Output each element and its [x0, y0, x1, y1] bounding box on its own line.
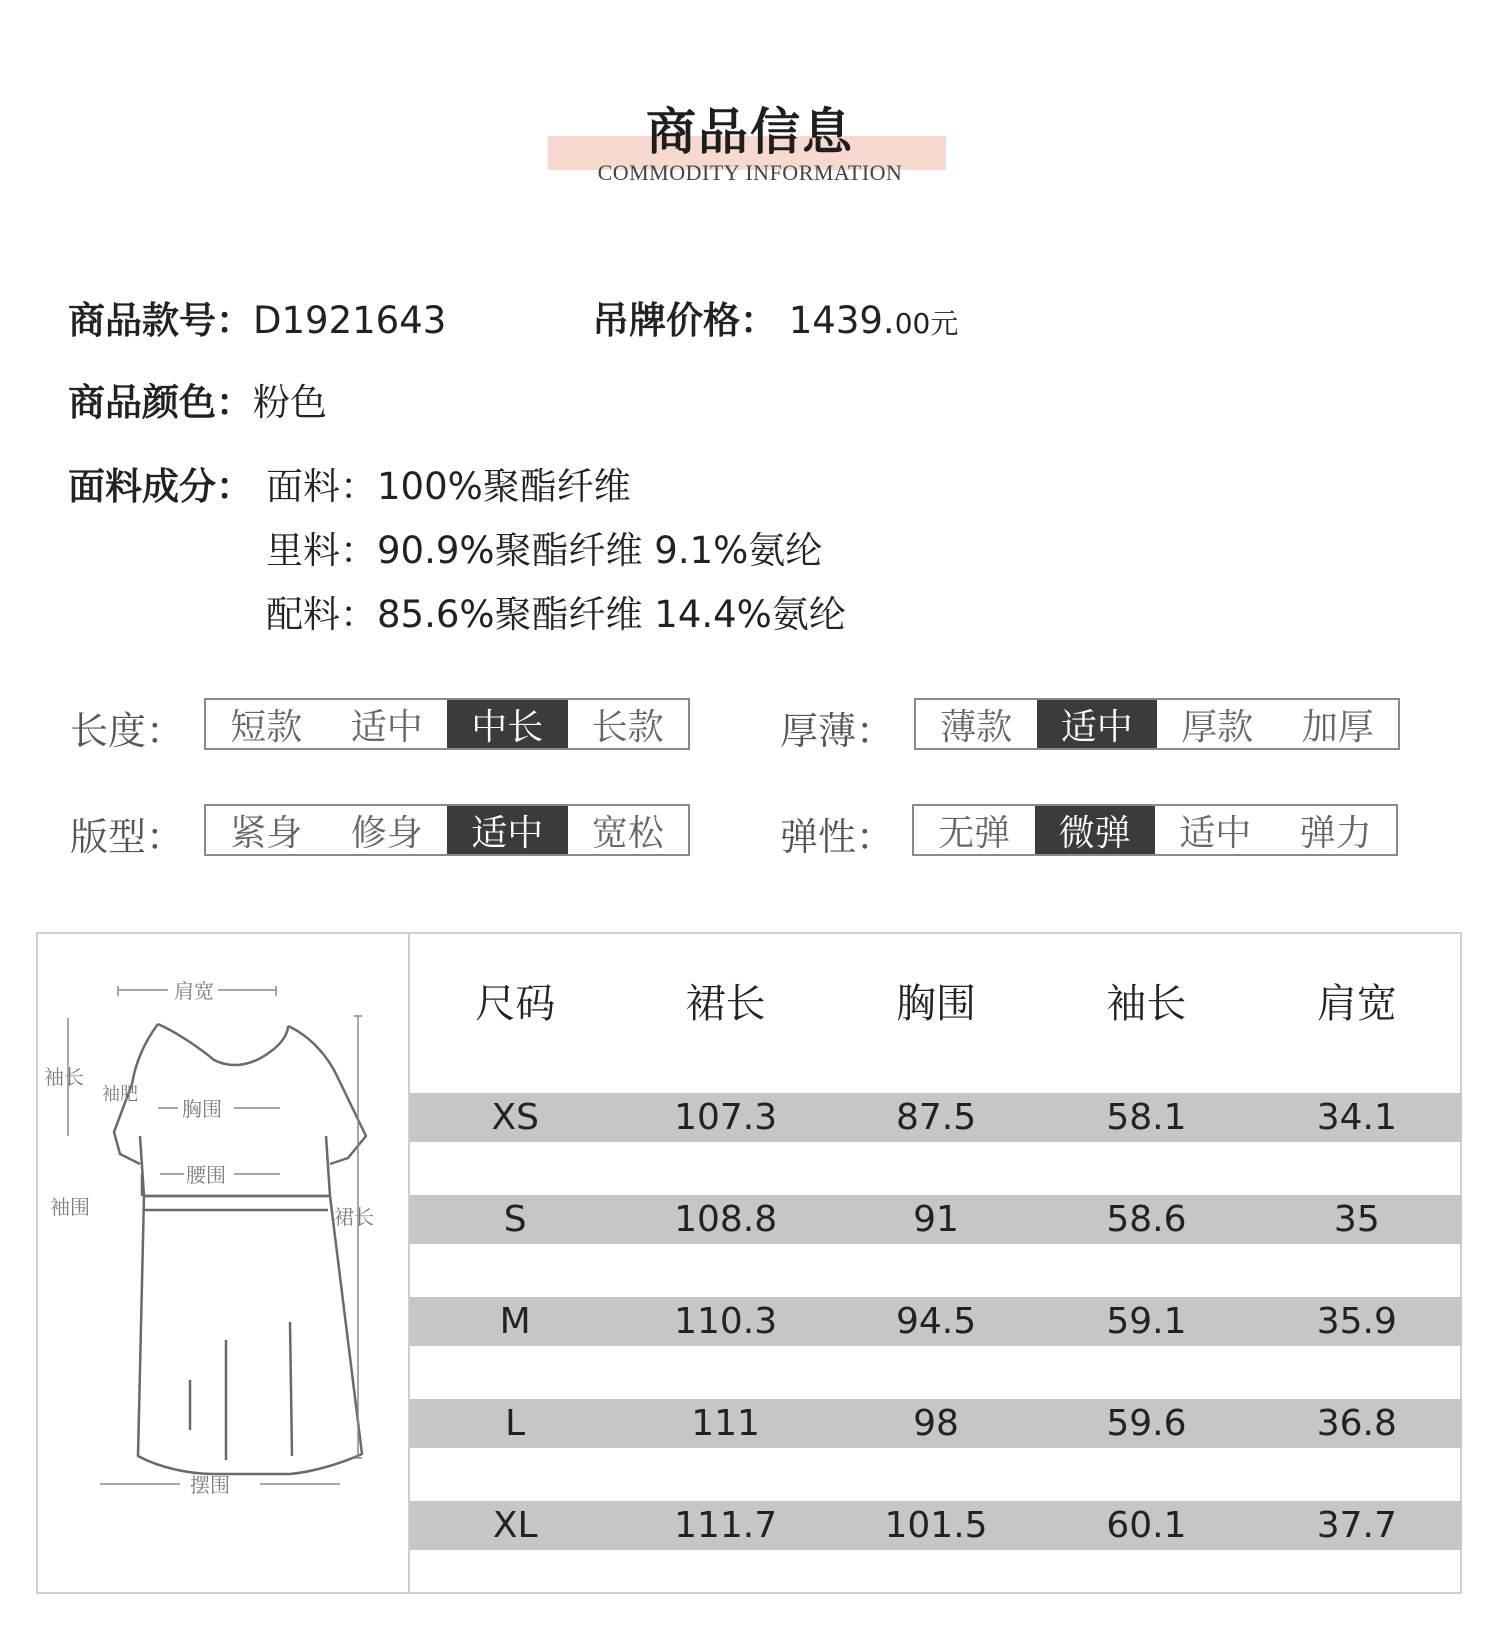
size-table-row [410, 1093, 1462, 1142]
fit-label: 版型： [70, 815, 185, 859]
length-option-selected: 中长 [447, 700, 568, 748]
length-cell: 111.7 [674, 1505, 778, 1546]
shoulder-cell: 35 [1333, 1199, 1380, 1240]
length-option: 长款 [591, 706, 664, 748]
page-subtitle: COMMODITY INFORMATION [597, 160, 903, 185]
size-cell: XL [492, 1505, 538, 1546]
tag-price-label: 吊牌价格： [592, 299, 777, 342]
bust-cell: 91 [913, 1199, 959, 1240]
diagram-label-cuff: 袖围 [50, 1195, 90, 1219]
fit-options [204, 804, 690, 856]
elasticity-options [912, 804, 1398, 856]
page-title: 商品信息 [646, 102, 854, 161]
length-cell: 107.3 [674, 1097, 778, 1138]
length-label: 长度： [70, 709, 185, 753]
thickness-option-selected: 适中 [1037, 700, 1158, 748]
fabric-line-outer: 面料：100%聚酯纤维 [266, 465, 631, 508]
sleeve-cell: 58.6 [1106, 1199, 1187, 1240]
color-label: 商品颜色： [68, 381, 253, 424]
length-option: 适中 [350, 706, 423, 748]
bust-cell: 98 [913, 1403, 959, 1444]
length-cell: 108.8 [674, 1199, 778, 1240]
fit-option: 修身 [350, 812, 423, 854]
thickness-option: 加厚 [1301, 706, 1374, 748]
fit-option-selected: 适中 [447, 806, 568, 854]
shoulder-cell: 35.9 [1316, 1301, 1397, 1342]
elasticity-option-selected: 微弹 [1035, 806, 1156, 854]
size-table-header [410, 960, 1462, 1040]
diagram-label-waist: 腰围 [186, 1163, 226, 1187]
style-number-value: D1921643 [253, 299, 447, 342]
size-table-row [410, 1297, 1462, 1346]
thickness-label: 厚薄： [780, 709, 895, 753]
style-number-label: 商品款号： [68, 299, 253, 342]
bust-cell: 87.5 [895, 1097, 977, 1138]
length-cell: 111 [691, 1403, 760, 1444]
diagram-label-hem: 摆围 [190, 1473, 230, 1497]
tag-price-value: 1439. [788, 299, 895, 342]
elasticity-option: 适中 [1179, 812, 1252, 854]
sleeve-cell: 59.6 [1106, 1403, 1187, 1444]
color-row [68, 372, 327, 426]
size-cell: S [503, 1199, 527, 1240]
size-cell: M [499, 1301, 531, 1342]
size-table-row [410, 1195, 1462, 1244]
diagram-label-sleeve-width: 袖肥 [102, 1084, 138, 1105]
size-table-row [410, 1501, 1462, 1550]
bust-cell: 94.5 [895, 1301, 977, 1342]
diagram-label-bust: 胸围 [182, 1097, 222, 1121]
size-table-row [410, 1399, 1462, 1448]
tag-price-row [592, 290, 958, 344]
thickness-option: 厚款 [1181, 706, 1254, 748]
sleeve-cell: 59.1 [1106, 1301, 1187, 1342]
size-table [410, 960, 1462, 1550]
color-value: 粉色 [253, 381, 327, 424]
length-option: 短款 [230, 706, 303, 748]
shoulder-cell: 37.7 [1316, 1505, 1397, 1546]
elasticity-option: 弹力 [1299, 812, 1372, 854]
fabric-line-trim: 配料：85.6%聚酯纤维 14.4%氨纶 [266, 593, 846, 636]
sleeve-cell: 58.1 [1106, 1097, 1187, 1138]
size-cell: L [505, 1403, 526, 1444]
sleeve-cell: 60.1 [1106, 1505, 1187, 1546]
style-number-row [68, 290, 446, 344]
diagram-label-sleeve-length: 袖长 [44, 1065, 84, 1089]
size-table-header-cell: 胸围 [896, 980, 977, 1027]
bust-cell: 101.5 [884, 1505, 988, 1546]
fabric-row [68, 456, 253, 510]
dress-diagram [40, 960, 406, 1520]
shoulder-cell: 36.8 [1316, 1403, 1397, 1444]
fit-option: 紧身 [230, 812, 303, 854]
length-cell: 110.3 [674, 1301, 778, 1342]
thickness-option: 薄款 [940, 706, 1013, 748]
size-cell: XS [491, 1097, 539, 1138]
shoulder-cell: 34.1 [1316, 1097, 1397, 1138]
tag-price-cents: 00元 [894, 307, 959, 340]
fit-option: 宽松 [591, 812, 664, 854]
length-options [204, 698, 690, 750]
thickness-options [914, 698, 1400, 750]
fabric-line-lining: 里料：90.9%聚酯纤维 9.1%氨纶 [266, 529, 823, 572]
elasticity-option: 无弹 [938, 812, 1011, 854]
fabric-label: 面料成分： [68, 465, 253, 508]
elasticity-label: 弹性： [780, 815, 895, 859]
size-table-header-cell: 裙长 [685, 980, 766, 1027]
size-table-header-cell: 尺码 [475, 980, 556, 1027]
diagram-label-dress-length: 裙长 [334, 1205, 374, 1229]
size-table-header-cell: 肩宽 [1316, 980, 1397, 1027]
size-table-header-cell: 袖长 [1106, 980, 1187, 1027]
diagram-label-shoulder: 肩宽 [174, 979, 214, 1003]
